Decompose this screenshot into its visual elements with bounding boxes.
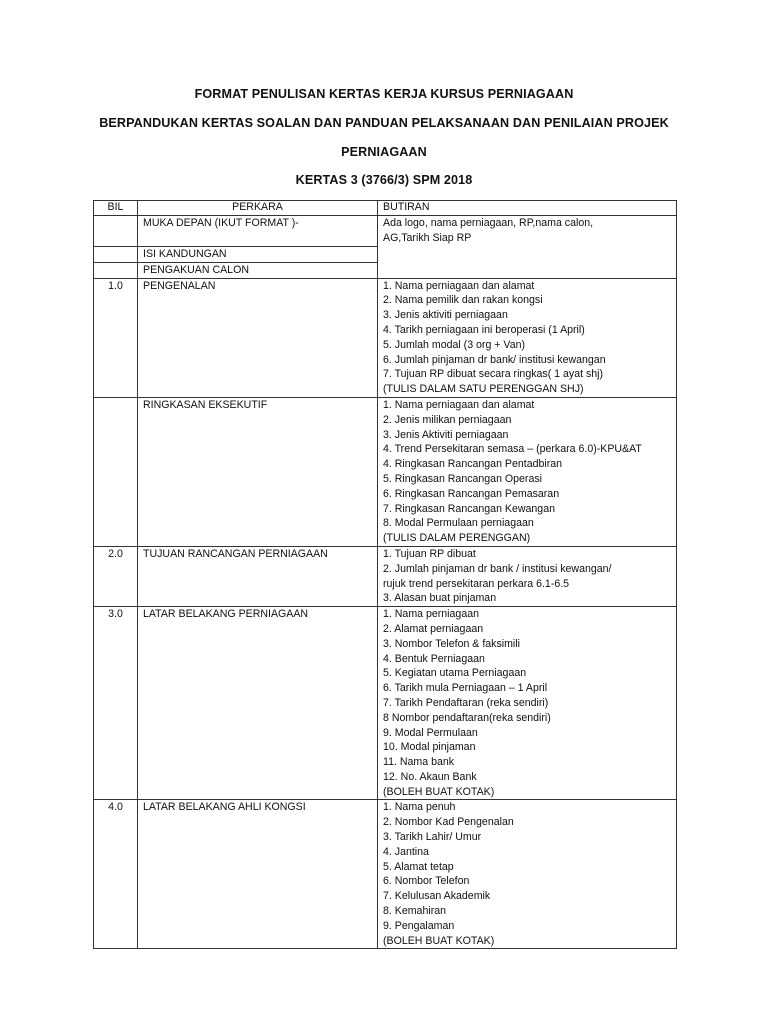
row-bil: [94, 216, 138, 247]
butiran-line: 4. Jantina: [383, 845, 429, 858]
butiran-line: 4. Tarikh perniagaan ini beroperasi (1 April): [383, 323, 585, 336]
row-butiran: [378, 607, 677, 800]
butiran-line: 5. Kegiatan utama Perniagaan: [383, 667, 527, 680]
header-butiran: BUTIRAN: [378, 201, 677, 216]
row-butiran: [378, 278, 677, 397]
paper-code-heading: KERTAS 3 (3766/3) SPM 2018: [295, 173, 473, 187]
butiran-line: 3. Jenis aktiviti perniagaan: [383, 309, 508, 322]
row-butiran: [378, 546, 677, 606]
table-row: [94, 546, 677, 606]
butiran-line: 6. Tarikh mula Perniagaan – 1 April: [383, 682, 548, 695]
butiran-line: 3. Jenis Aktiviti perniagaan: [383, 428, 509, 441]
row-perkara: PENGAKUAN CALON: [138, 262, 378, 278]
butiran-line: 11. Nama bank: [383, 756, 455, 769]
butiran-line: 8. Kemahiran: [383, 905, 447, 918]
butiran-line: 8. Modal Permulaan perniagaan: [383, 517, 534, 530]
header-perkara: PERKARA: [138, 201, 378, 216]
document-subtitle-cont: PERNIAGAAN: [341, 145, 427, 159]
butiran-line: 8 Nombor pendaftaran(reka sendiri): [383, 711, 551, 724]
butiran-line: 10. Modal pinjaman: [383, 741, 476, 754]
row-bil: 4.0: [94, 800, 138, 949]
butiran-line: 3. Nombor Telefon & faksimili: [383, 637, 520, 650]
butiran-line: 7. Tujuan RP dibuat secara ringkas( 1 ayat shj): [383, 368, 604, 381]
butiran-line: 3. Tarikh Lahir/ Umur: [383, 831, 482, 844]
butiran-line: 1. Nama perniagaan dan alamat: [383, 398, 535, 411]
butiran-line: 7. Tarikh Pendaftaran (reka sendiri): [383, 696, 549, 709]
document-title: FORMAT PENULISAN KERTAS KERJA KURSUS PERNIAGAAN: [194, 87, 574, 101]
header-bil: BIL: [94, 201, 138, 216]
butiran-line: 1. Nama penuh: [383, 801, 456, 814]
butiran-line: 7. Ringkasan Rancangan Kewangan: [383, 502, 555, 515]
butiran-line: 2. Jumlah pinjaman dr bank / institusi kewangan/: [383, 562, 612, 575]
format-table: [93, 200, 677, 949]
butiran-line: (BOLEH BUAT KOTAK): [383, 934, 495, 947]
butiran-line: 6. Nombor Telefon: [383, 875, 470, 888]
butiran-line: 4. Bentuk Perniagaan: [383, 652, 485, 665]
table-row: [94, 800, 677, 949]
butiran-line: (BOLEH BUAT KOTAK): [383, 785, 495, 798]
table-row: [94, 278, 677, 397]
butiran-line: 7. Kelulusan Akademik: [383, 890, 491, 903]
butiran-line: 4. Trend Persekitaran semasa – (perkara 6.0)-KPU&AT: [383, 443, 642, 456]
row-perkara: PENGENALAN: [138, 278, 378, 397]
butiran-line: Ada logo, nama perniagaan, RP,nama calon,: [383, 217, 594, 229]
butiran-line: 2. Nombor Kad Pengenalan: [383, 816, 514, 829]
row-bil: [94, 247, 138, 263]
row-perkara: TUJUAN RANCANGAN PERNIAGAAN: [138, 546, 378, 606]
butiran-line: 6. Jumlah pinjaman dr bank/ institusi kewangan: [383, 353, 606, 366]
butiran-line: rujuk trend persekitaran perkara 6.1-6.5: [383, 577, 570, 590]
butiran-line: 2. Nama pemilik dan rakan kongsi: [383, 294, 543, 307]
butiran-line: AG,Tarikh Siap RP: [383, 231, 472, 244]
butiran-line: 5. Alamat tetap: [383, 860, 454, 873]
table-row: [94, 607, 677, 800]
table-row: [94, 397, 677, 546]
table-row: [94, 216, 677, 247]
butiran-line: 2. Jenis milikan perniagaan: [383, 413, 512, 426]
butiran-line: 4. Ringkasan Rancangan Pentadbiran: [383, 458, 563, 471]
document-subtitle: BERPANDUKAN KERTAS SOALAN DAN PANDUAN PELAKSANAAN DAN PENILAIAN PROJEK: [99, 116, 669, 130]
row-bil: 1.0: [94, 278, 138, 397]
row-perkara: RINGKASAN EKSEKUTIF: [138, 397, 378, 546]
row-bil: [94, 262, 138, 278]
butiran-line: 1. Tujuan RP dibuat: [383, 547, 476, 560]
row-butiran: [378, 397, 677, 546]
butiran-line: (TULIS DALAM SATU PERENGGAN SHJ): [383, 383, 584, 396]
row-perkara: MUKA DEPAN (IKUT FORMAT )-: [138, 216, 378, 247]
butiran-line: 2. Alamat perniagaan: [383, 622, 484, 635]
row-butiran: [378, 216, 677, 279]
row-bil: 3.0: [94, 607, 138, 800]
butiran-line: 12. No. Akaun Bank: [383, 770, 477, 783]
butiran-line: 6. Ringkasan Rancangan Pemasaran: [383, 487, 560, 500]
butiran-line: (TULIS DALAM PERENGGAN): [383, 532, 531, 545]
row-bil: 2.0: [94, 546, 138, 606]
table-header-row: [94, 201, 677, 216]
row-butiran: [378, 800, 677, 949]
butiran-line: 3. Alasan buat pinjaman: [383, 592, 497, 605]
row-perkara: LATAR BELAKANG AHLI KONGSI: [138, 800, 378, 949]
butiran-line: 9. Pengalaman: [383, 919, 455, 932]
row-perkara: ISI KANDUNGAN: [138, 247, 378, 263]
butiran-line: 5. Ringkasan Rancangan Operasi: [383, 472, 543, 485]
butiran-line: 9. Modal Permulaan: [383, 726, 478, 739]
butiran-line: 5. Jumlah modal (3 org + Van): [383, 338, 526, 351]
row-bil: [94, 397, 138, 546]
butiran-line: 1. Nama perniagaan dan alamat: [383, 279, 535, 292]
row-perkara: LATAR BELAKANG PERNIAGAAN: [138, 607, 378, 800]
butiran-line: 1. Nama perniagaan: [383, 608, 479, 621]
